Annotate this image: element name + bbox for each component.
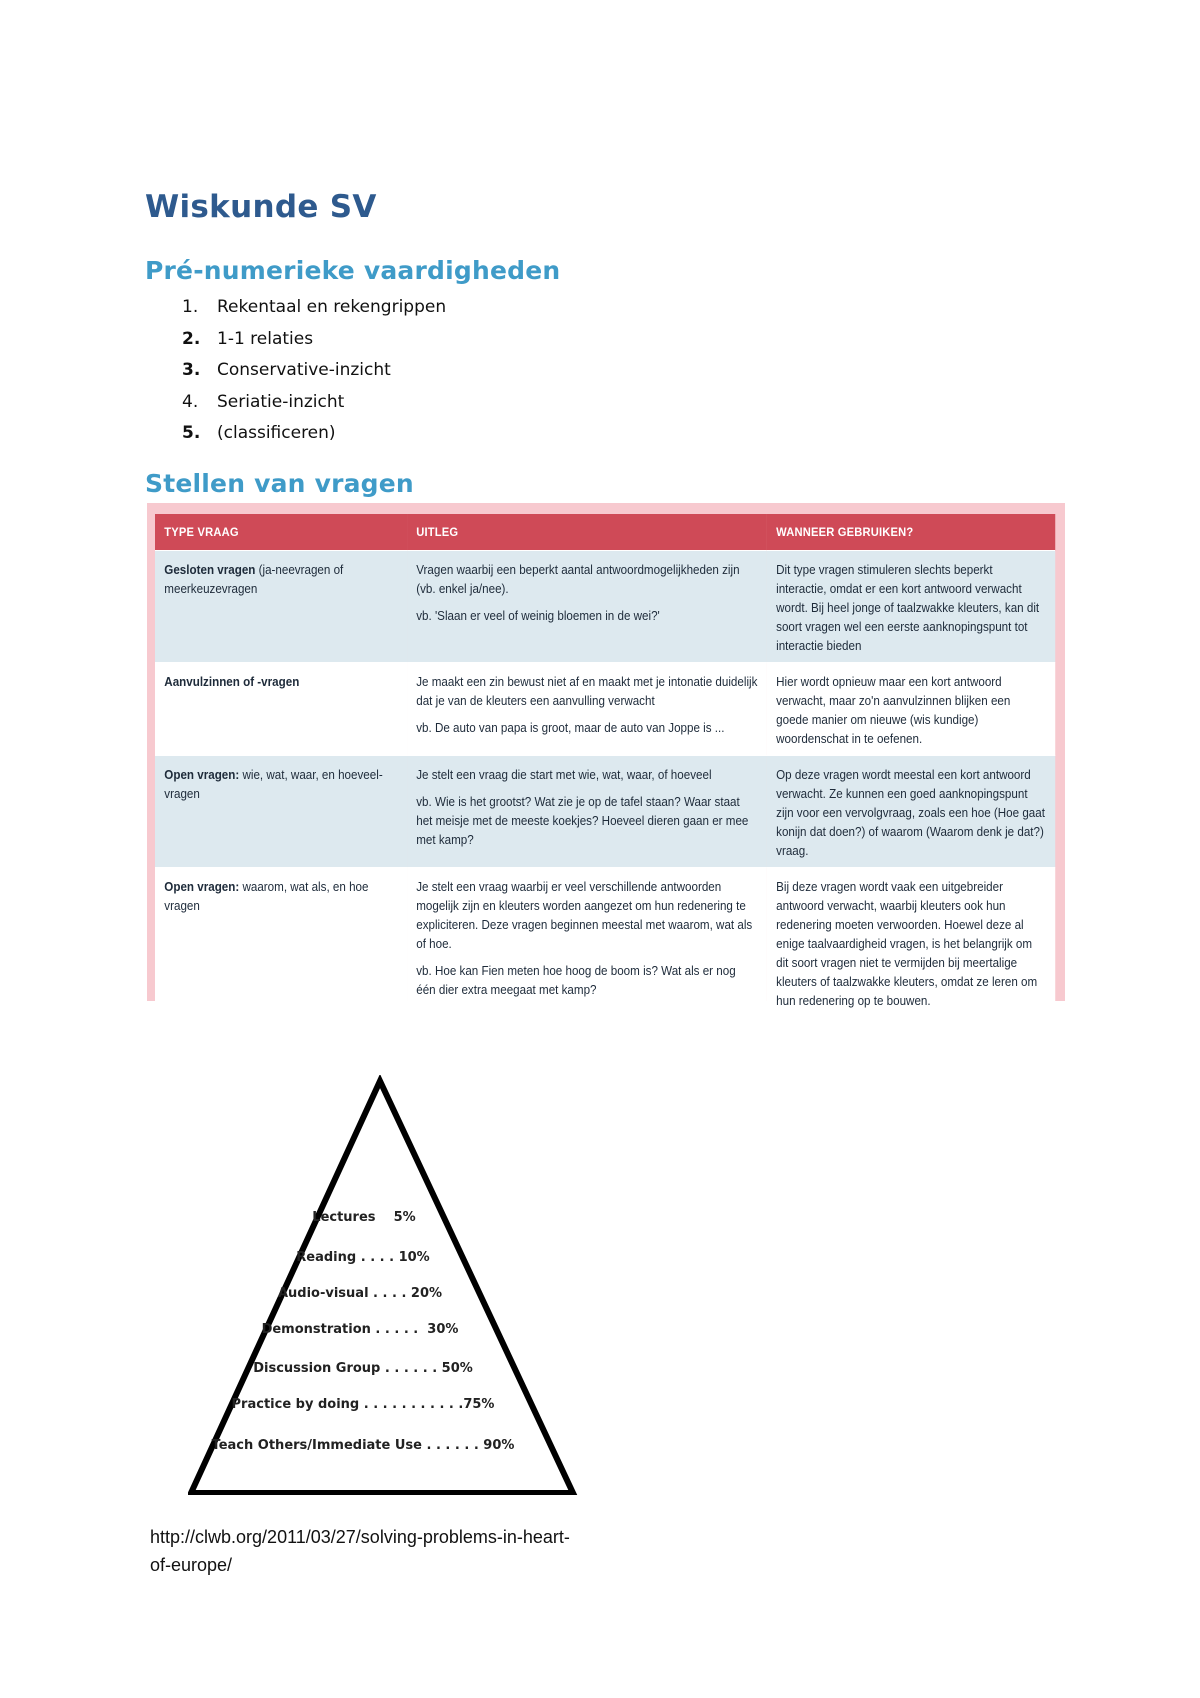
column-header: TYPE VRAAG: [155, 514, 407, 551]
type-cell: [155, 756, 407, 868]
type-cell: [155, 551, 407, 663]
uitleg-example: vb. De auto van papa is groot, maar de auto van Joppe is ...: [416, 721, 725, 735]
table-row: [155, 663, 1055, 756]
page-title: Wiskunde SV: [145, 189, 377, 225]
list-item: [145, 292, 446, 324]
uitleg-example: vb. 'Slaan er veel of weinig bloemen in de wei?': [416, 609, 660, 623]
list-number: 2.: [182, 328, 201, 349]
uitleg-example: vb. Hoe kan Fien meten hoe hoog de boom is? Wat als er nog één dier extra meegaat met kamp?: [416, 964, 736, 997]
type-detail: waarom, wat als, en hoe vragen: [164, 880, 369, 913]
wanneer-cell: Op deze vragen wordt meestal een kort antwoord verwacht. Ze kunnen een goed aanknopingspunt zijn voor een vervolgvraag, zoals een hoe (Hoe gaat konijn dat doen?) of waarom (Waarom denk je dat?) vraag.: [767, 756, 1055, 868]
uitleg-example: vb. Wie is het grootst? Wat zie je op de tafel staan? Waar staat het meisje met de meeste koekjes? Hoeveel dieren gaan er mee met kamp?: [416, 795, 749, 847]
source-url: [150, 1523, 630, 1579]
type-detail: wie, wat, waar, en hoeveel-vragen: [164, 768, 383, 801]
pyramid-level-audio-visual: Audio-visual . . . . 20%: [277, 1286, 443, 1301]
skills-list: [145, 292, 446, 450]
list-text: Conservative-inzicht: [217, 360, 391, 380]
source-url-line: http://clwb.org/2011/03/27/solving-problems-in-heart-: [150, 1527, 570, 1547]
uitleg-cell: [407, 756, 767, 868]
table-row: [155, 551, 1055, 663]
wanneer-cell: Dit type vragen stimuleren slechts beperkt interactie, omdat er een kort antwoord verwacht wordt. Bij heel jonge of taalzwakke kleuters, kan dit soort vragen wel een eerste aanknopingspunt tot interactie bieden: [767, 551, 1055, 663]
pyramid-level-demonstration: Demonstration . . . . . 30%: [261, 1322, 459, 1337]
column-header: WANNEER GEBRUIKEN?: [767, 514, 1055, 551]
list-item: [145, 387, 446, 419]
section-heading-stellen-van-vragen: Stellen van vragen: [145, 469, 414, 498]
pyramid-level-teach-others: Teach Others/Immediate Use . . . . . . 90%: [211, 1438, 515, 1453]
list-item: [145, 355, 446, 387]
pyramid-level-practice-by-doing: Practice by doing . . . . . . . . . . .75%: [231, 1397, 495, 1412]
type-label: Open vragen:: [164, 768, 240, 782]
uitleg-text: Je maakt een zin bewust niet af en maakt met je intonatie duidelijk dat je van de kleuters een aanvulling verwacht: [416, 675, 758, 708]
list-text: (classificeren): [217, 423, 336, 443]
list-item: [145, 418, 446, 450]
type-detail: (ja-neevragen of meerkeuzevragen: [164, 563, 344, 596]
section-heading-prenumeriek: Pré-numerieke vaardigheden: [145, 256, 561, 285]
table-row: [155, 756, 1055, 868]
list-text: Seriatie-inzicht: [217, 391, 345, 412]
list-number: 4.: [182, 391, 199, 412]
question-types-table: [155, 514, 1055, 1017]
learning-pyramid-image: [188, 1075, 578, 1495]
type-label: Gesloten vragen: [164, 563, 256, 577]
pyramid-level-lectures: Lectures 5%: [312, 1210, 416, 1225]
uitleg-text: Je stelt een vraag waarbij er veel verschillende antwoorden mogelijk zijn en kleuters worden aangezet om hun redenering te expliciteren. Deze vragen beginnen meestal met waarom, wat als of hoe.: [416, 880, 753, 951]
wanneer-cell: Hier wordt opnieuw maar een kort antwoord verwacht, maar zo'n aanvulzinnen blijken een goede manier om nieuwe (wis kundige) woordenschat in te oefenen.: [767, 663, 1055, 756]
uitleg-cell: [407, 551, 767, 663]
pyramid-level-reading: Reading . . . . 10%: [296, 1250, 430, 1265]
uitleg-text: Vragen waarbij een beperkt aantal antwoordmogelijkheden zijn (vb. enkel ja/nee).: [416, 563, 740, 596]
question-types-table-image: [147, 503, 1065, 1008]
learning-pyramid: [188, 1075, 578, 1495]
list-number: 1.: [182, 297, 199, 317]
list-item: [145, 324, 446, 356]
list-number: 5.: [182, 423, 201, 443]
list-number: 3.: [182, 360, 201, 380]
list-text: Rekentaal en rekengrippen: [217, 297, 447, 317]
source-url-line: of-europe/: [150, 1555, 233, 1575]
table-row: [155, 868, 1055, 1018]
type-cell: [155, 868, 407, 1018]
uitleg-cell: [407, 663, 767, 756]
table-header-row: [155, 514, 1055, 551]
column-header: UITLEG: [407, 514, 767, 551]
uitleg-text: Je stelt een vraag die start met wie, wat, waar, of hoeveel: [416, 768, 712, 782]
pyramid-level-discussion-group: Discussion Group . . . . . . 50%: [253, 1361, 473, 1376]
type-cell: [155, 663, 407, 756]
wanneer-cell: Bij deze vragen wordt vaak een uitgebreider antwoord verwacht, waarbij kleuters ook hun redenering moeten verwoorden. Hoewel deze al enige taalvaardigheid vragen, is het belangrijk om dit soort vragen niet te vermijden bij meertalige kleuters of taalzwakke kleuters, omdat ze leren om hun redenering op te bouwen.: [767, 868, 1055, 1018]
list-text: 1-1 relaties: [217, 328, 314, 349]
uitleg-cell: [407, 868, 767, 1018]
type-label: Open vragen:: [164, 880, 240, 894]
type-label: Aanvulzinnen of -vragen: [164, 675, 300, 689]
